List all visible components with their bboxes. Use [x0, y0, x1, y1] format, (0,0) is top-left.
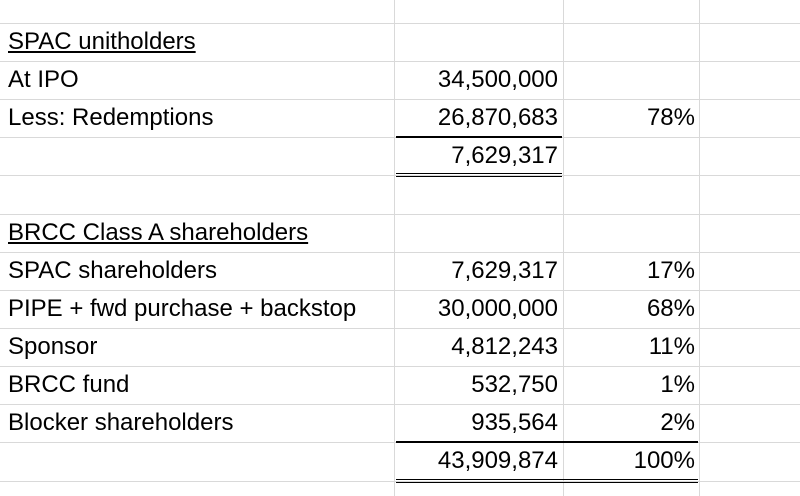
- subtotal-row: [0, 137, 800, 175]
- row-label[interactable]: Blocker shareholders: [8, 409, 234, 436]
- row-value[interactable]: 7,629,317: [451, 257, 558, 284]
- total-percent[interactable]: 100%: [633, 447, 695, 474]
- section-header-spac-unitholders[interactable]: SPAC unitholders: [8, 28, 196, 55]
- row-label[interactable]: Sponsor: [8, 333, 98, 360]
- row-label[interactable]: [8, 442, 396, 480]
- section-header-brcc-class-a[interactable]: BRCC Class A shareholders: [8, 219, 309, 246]
- row-percent[interactable]: 17%: [646, 257, 695, 284]
- table-row: [0, 99, 800, 137]
- row-value[interactable]: 30,000,000: [437, 295, 558, 322]
- row-value[interactable]: 4,812,243: [451, 333, 558, 360]
- row-percent[interactable]: 11%: [648, 333, 695, 360]
- row-percent[interactable]: 68%: [646, 295, 695, 322]
- row-label[interactable]: At IPO: [8, 66, 79, 93]
- row-percent[interactable]: [564, 61, 695, 99]
- row-label[interactable]: PIPE + fwd purchase + backstop: [8, 295, 357, 322]
- table-row: [0, 366, 800, 404]
- row-value[interactable]: 26,870,683: [437, 104, 558, 131]
- total-double-underline: [396, 479, 698, 483]
- subtotal-value[interactable]: 7,629,317: [451, 142, 558, 169]
- section-header-row: [0, 23, 800, 61]
- row-value[interactable]: 935,564: [471, 409, 558, 436]
- row-percent[interactable]: [564, 137, 695, 175]
- total-row: [0, 442, 800, 480]
- table-row: [0, 252, 800, 290]
- table-row: [0, 404, 800, 442]
- row-percent[interactable]: 2%: [660, 409, 695, 436]
- row-label[interactable]: Less: Redemptions: [8, 104, 214, 131]
- table-row: [0, 61, 800, 99]
- row-label[interactable]: BRCC fund: [8, 371, 130, 398]
- table-row: [0, 290, 800, 328]
- row-label[interactable]: [8, 137, 396, 175]
- table-row: [0, 328, 800, 366]
- row-percent[interactable]: 78%: [646, 104, 695, 131]
- section-header-row: [0, 214, 800, 252]
- total-value[interactable]: 43,909,874: [437, 447, 558, 474]
- row-percent[interactable]: 1%: [660, 371, 695, 398]
- row-label[interactable]: SPAC shareholders: [8, 257, 217, 284]
- row-value[interactable]: 532,750: [471, 371, 558, 398]
- total-double-underline: [396, 173, 562, 177]
- row-value[interactable]: 34,500,000: [437, 66, 558, 93]
